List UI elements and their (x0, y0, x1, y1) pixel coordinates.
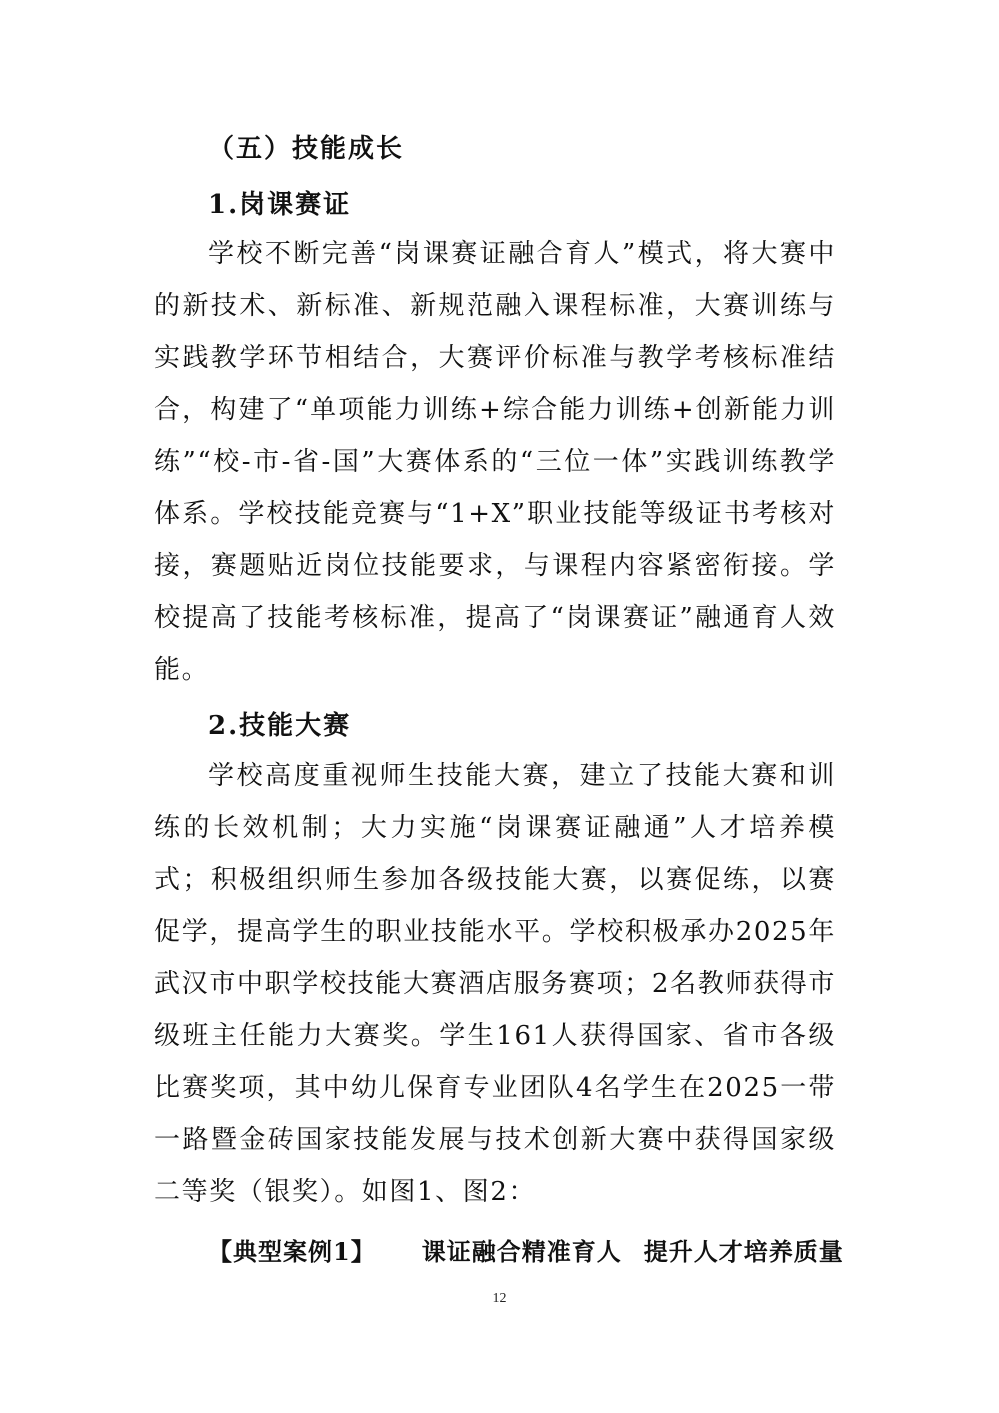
subsection-heading-1: 1.岗课赛证 (208, 190, 352, 220)
case-title-part2: 提升人才培养质量 (643, 1237, 844, 1266)
section-heading: （五）技能成长 (208, 134, 405, 164)
subsection-heading-2: 2.技能大赛 (208, 711, 352, 741)
paragraph-2: 学校高度重视师生技能大赛，建立了技能大赛和训练的长效机制；大力实施“岗课赛证融通”人才培养模式；积极组织师生参加各级技能大赛，以赛促练，以赛促学，提高学生的职业技能水平。学校积极承办2025年武汉市中职学校技能大赛酒店服务赛项；2名教师获得市级班主任能力大赛奖。学生161人获得国家、省市各级比赛奖项，其中幼儿保育专业团队4名学生在2025一带一路暨金砖国家技能发展与技术创新大赛中获得国家级二等奖（银奖）。如图1、图2： (154, 761, 836, 1207)
page-number: 12 (492, 1291, 507, 1306)
case-title (208, 1232, 844, 1267)
case-title-part1: 课证融合精准育人 (421, 1237, 622, 1266)
case-label: 【典型案例1】 (208, 1237, 376, 1266)
paragraph-1: 学校不断完善“岗课赛证融合育人”模式，将大赛中的新技术、新标准、新规范融入课程标准，大赛训练与实践教学环节相结合，大赛评价标准与教学考核标准结合，构建了“单项能力训练+综合能力训练+创新能力训练”“校-市-省-国”大赛体系的“三位一体”实践训练教学体系。学校技能竞赛与“1+X”职业技能等级证书考核对接，赛题贴近岗位技能要求，与课程内容紧密衔接。学校提高了技能考核标准，提高了“岗课赛证”融通育人效能。 (154, 239, 836, 685)
